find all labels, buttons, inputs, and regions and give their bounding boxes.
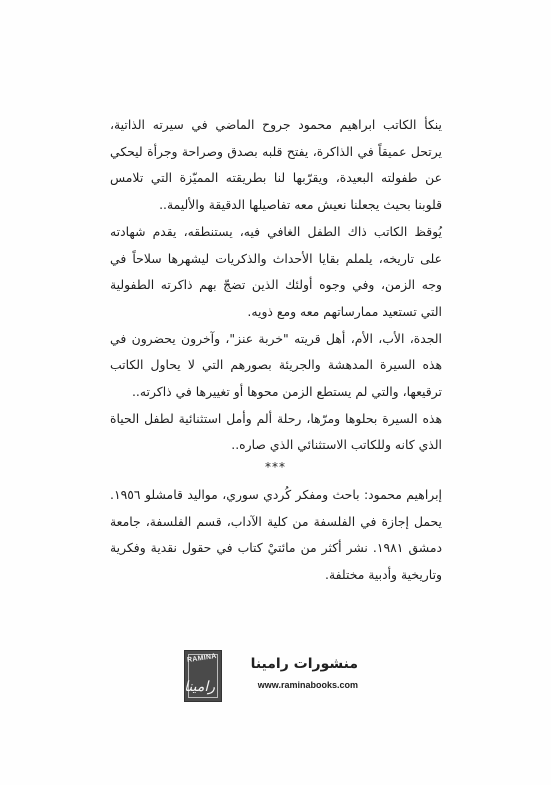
blurb-paragraph-2: يُوقظ الكاتب ذاك الطفل الغافي فيه، يستنطقه، يقدم شهادته على تاريخه، يلملم بقايا الأحداث والذكريات ليشهرها سلاحاً في وجه الزمن، وفي وجوه أولئك الذين تضجّ بهم ذاكرته الطفولية التي تستعيد ممارساتهم معه ومع ذويه. [110,223,442,319]
blurb [110,112,442,459]
section-separator: *** [265,460,286,474]
publisher-name: منشورات رامينا [250,656,358,672]
publisher-block [176,650,376,702]
publisher-logo [184,650,222,702]
author-bio-text: إبراهيم محمود: باحث ومفكر كُردي سوري، مواليد قامشلو ١٩٥٦. يحمل إجازة في الفلسفة من كلية الآداب، قسم الفلسفة، جامعة دمشق ١٩٨١. نشر أكثر من مائتيْ كتاب في حقول نقدية وفكرية وتاريخية وأدبية مختلفة. [110,487,442,583]
blurb-paragraph-4: هذه السيرة بحلوها ومرّها، رحلة ألم وأمل استثنائية لطفل الحياة الذي كانه وللكاتب الاستثنائي الذي صاره.. [110,410,442,453]
publisher-website: www.raminabooks.com [257,680,358,690]
publisher-logo-script: رامينا [184,679,215,695]
publisher-logo-text: RAMINA [186,652,218,665]
blurb-paragraph-3: الجدة، الأب، الأم، أهل قريته "خربة عنز"، وآخرون يحضرون في هذه السيرة المدهشة والجريئة بصورهم التي لا يحاول الكاتب ترقيعها، والتي لم يستطع الزمن محوها أو تغييرها في ذاكرته.. [110,330,442,400]
blurb-paragraph-1: ينكأ الكاتب ابراهيم محمود جروح الماضي في سيرته الذاتية، يرتحل عميقاً في الذاكرة، يفتح قلبه بصدق وصراحة وجرأة ليحكي عن طفولته البعيدة، ويقرّبها لنا بطريقته المميّزة التي تلامس قلوبنا بحيث يجعلنا نعيش معه تفاصيلها الدقيقة والأليمة.. [110,117,442,213]
author-bio [110,482,442,589]
